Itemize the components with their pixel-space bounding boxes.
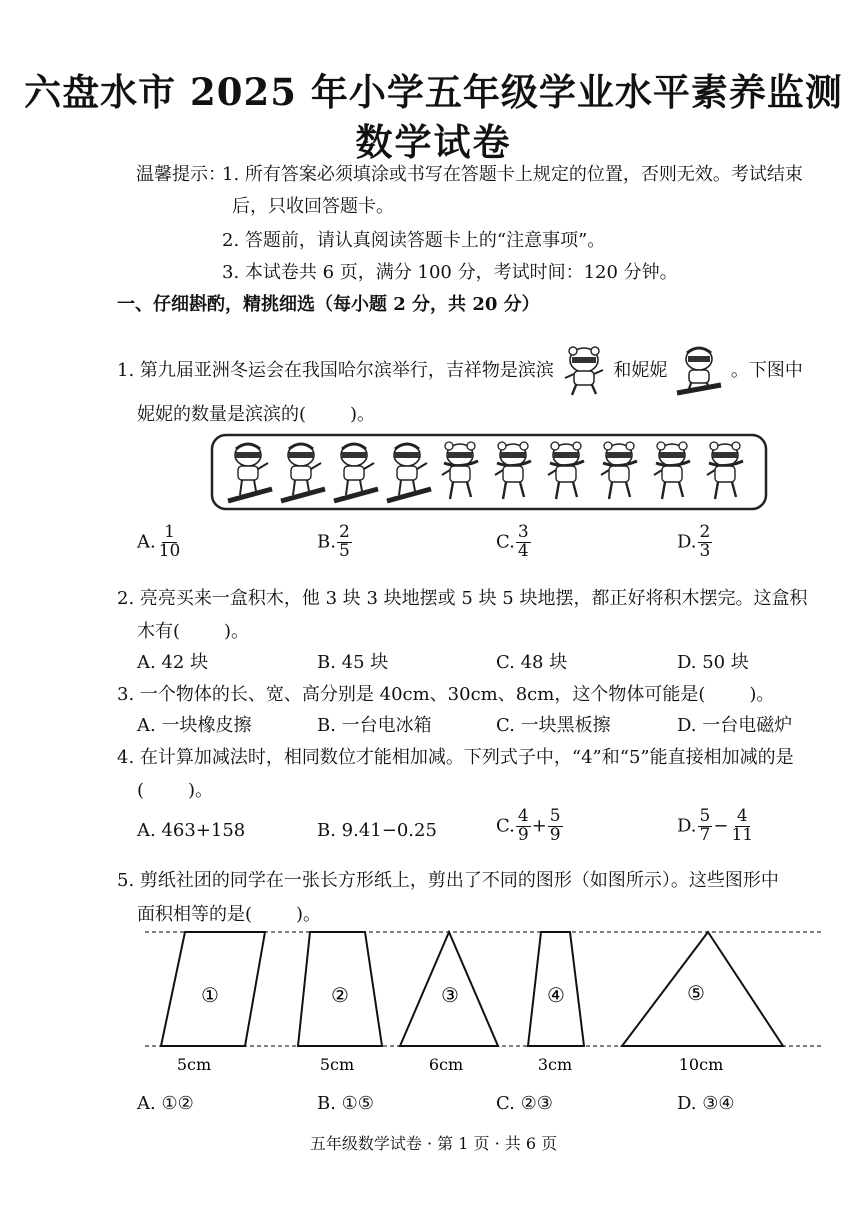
notice-item-3: 3. 本试卷共 6 页，满分 100 分，考试时间：120 分钟。 [222,262,678,283]
q4-option-c[interactable]: C. $\frac{4}{9}$ + $\frac{5}{9}$ [496,806,561,845]
q5-option-b[interactable]: B. ①⑤ [317,1093,374,1114]
q5-text-a: 5. 剪纸社团的同学在一张长方形纸上，剪出了不同的图形（如图所示）。这些图形中 [117,870,779,891]
q1-text [117,343,803,399]
fraction: $\frac{3}{4}$ [517,522,529,561]
fraction: $\frac{4}{9}$ [517,806,529,845]
shape-5-mark: ⑤ [687,981,705,1005]
notice-item-2: 2. 答题前，请认真阅读答题卡上的“注意事项”。 [222,230,606,251]
shape-5-base: 10cm [678,1055,724,1074]
page-title: 六盘水市 2025 年小学五年级学业水平素养监测 [24,70,843,114]
q4-option-d[interactable]: D. $\frac{5}{7}$ − $\frac{4}{11}$ [677,806,754,845]
q3-option-c[interactable]: C. 一块黑板擦 [496,715,611,736]
mascot-binbin-icon [560,344,608,398]
mascot-nini-icon [334,444,378,501]
q4-text-a: 4. 在计算加减法时，相同数位才能相加减。下列式子中，“4”和“5”能直接相加减的是 [117,747,794,768]
shapes-figure [0,920,867,1080]
q1-text-a: 1. 第九届亚洲冬运会在我国哈尔滨举行，吉祥物是滨滨 [117,360,554,381]
q3-option-d[interactable]: D. 一台电磁炉 [677,715,793,736]
q2-text-line2: 木有( )。 [137,621,250,642]
shape-2-base: 5cm [319,1055,355,1074]
mascot-row [210,433,768,511]
q1-text-e: )。 [350,404,376,425]
q4-option-b[interactable]: B. 9.41−0.25 [317,820,437,841]
mascot-binbin-icon [495,442,531,499]
fraction: $\frac{2}{5}$ [338,522,350,561]
q4-text-line2: ( )。 [137,780,214,801]
mascot-nini-icon [387,444,431,501]
q1-question [137,400,375,426]
fraction: $\frac{5}{9}$ [549,806,561,845]
q1-text-b: 和妮妮 [613,360,668,381]
notice-item-1b: 后，只收回答题卡。 [232,196,394,217]
fraction: $\frac{4}{11}$ [731,806,754,845]
shape-3-base: 6cm [428,1055,464,1074]
q3-option-a[interactable]: A. 一块橡皮擦 [137,715,252,736]
mascot-binbin-icon [707,442,743,499]
q4-option-a[interactable]: A. 463+158 [137,820,246,841]
mascot-binbin-icon [548,442,584,499]
q5-text-line2: 面积相等的是( )。 [137,904,322,925]
q2-text-a: 2. 亮亮买来一盒积木，他 3 块 3 块地摆或 5 块 5 块地摆，都正好将积木摆完。这盒积 [117,588,808,609]
q2-option-d[interactable]: D. 50 块 [677,652,749,673]
mascot-nini-icon [281,444,325,501]
q1-text-c: 。下图中 [730,360,803,381]
q2-option-c[interactable]: C. 48 块 [496,652,568,673]
q5-option-c[interactable]: C. ②③ [496,1093,553,1114]
shape-1-mark: ① [201,983,219,1007]
shape-3-mark: ③ [441,983,459,1007]
fraction: $\frac{1}{10}$ [158,522,181,561]
shape-4-base: 3cm [537,1055,573,1074]
q2-option-a[interactable]: A. 42 块 [137,652,209,673]
fraction: $\frac{2}{3}$ [699,522,711,561]
q1-option-a[interactable]: A. $\frac{1}{10}$ [137,522,181,561]
mascot-nini-icon [673,343,725,399]
shape-1-base: 5cm [176,1055,212,1074]
q1-option-c[interactable]: C. $\frac{3}{4}$ [496,522,529,561]
mascot-binbin-icon [601,442,637,499]
q3-text: 3. 一个物体的长、宽、高分别是 40cm、30cm、8cm，这个物体可能是( )。 [117,684,775,705]
shape-2-mark: ② [331,983,349,1007]
q1-text-d: 妮妮的数量是滨滨的( [137,404,307,425]
q3-option-b[interactable]: B. 一台电冰箱 [317,715,432,736]
mascot-nini-icon [228,444,272,501]
q5-option-a[interactable]: A. ①② [137,1093,194,1114]
q1-option-d[interactable]: D. $\frac{2}{3}$ [677,522,711,561]
mascot-binbin-icon [654,442,690,499]
q1-option-b[interactable]: B. $\frac{2}{5}$ [317,522,350,561]
page-subtitle: 数学试卷 [355,120,512,164]
mascot-binbin-icon [442,442,478,499]
notice-item-1a: 1. 所有答案必须填涂或书写在答题卡上规定的位置，否则无效。考试结束 [222,164,803,185]
q5-option-d[interactable]: D. ③④ [677,1093,735,1114]
shape-4-mark: ④ [547,983,565,1007]
page-footer: 五年级数学试卷 · 第 1 页 · 共 6 页 [309,1134,558,1153]
section-title: 一、仔细斟酌，精挑细选（每小题 2 分，共 20 分） [117,294,540,315]
q2-option-b[interactable]: B. 45 块 [317,652,389,673]
notice-label: 温馨提示： [136,164,226,185]
fraction: $\frac{5}{7}$ [699,806,711,845]
